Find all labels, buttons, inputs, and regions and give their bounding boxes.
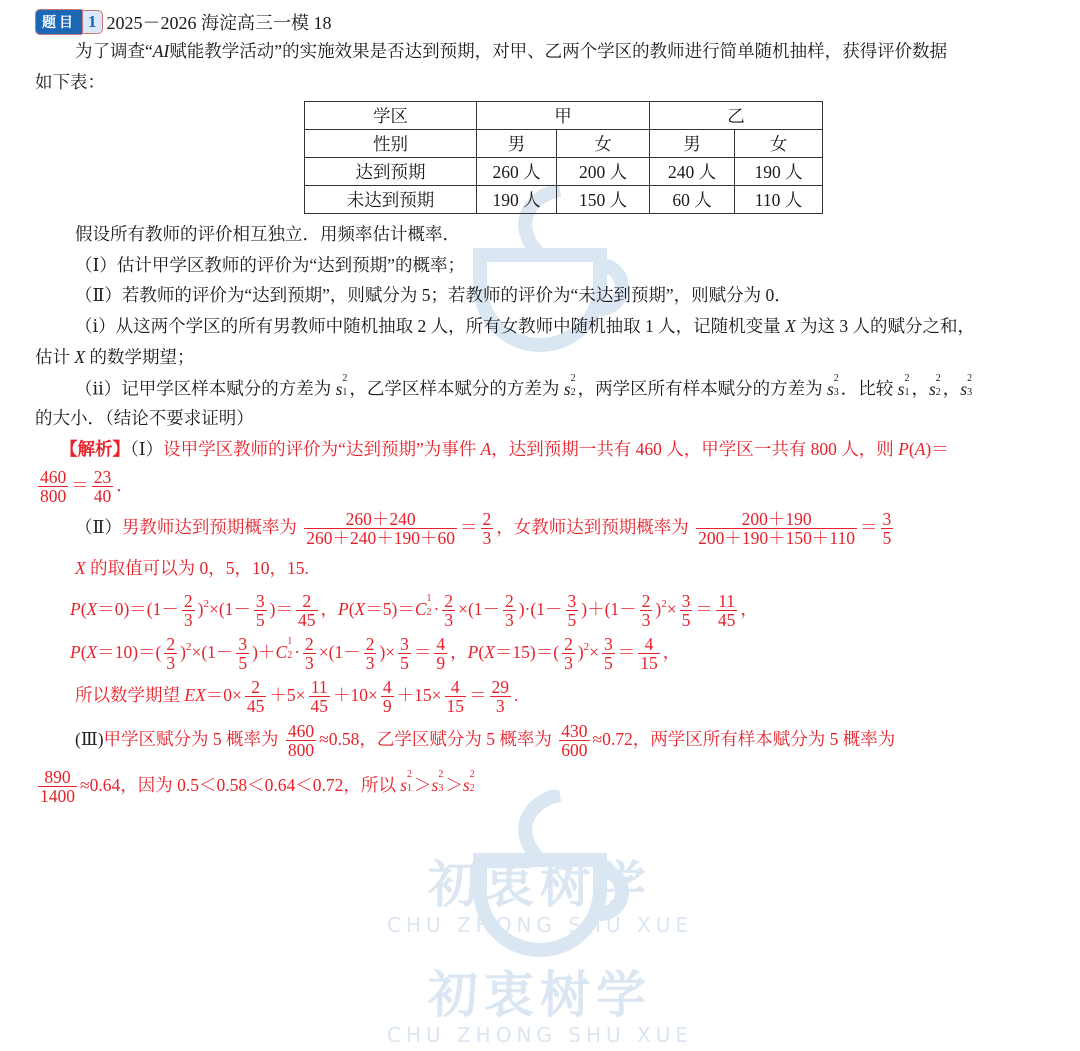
- scripts: [904, 373, 911, 398]
- fraction: [503, 592, 516, 630]
- text-segment: .: [514, 684, 519, 705]
- table-cell: 女: [735, 130, 823, 158]
- numerator: 3: [238, 634, 248, 654]
- exponent: 2: [185, 640, 192, 653]
- math-symbol: [414, 593, 434, 619]
- text-segment: ＝: [71, 474, 89, 495]
- text-segment: ＝0×: [205, 684, 242, 705]
- fraction: [303, 635, 316, 673]
- math-symbol: [960, 373, 974, 399]
- table-cell: 240 人: [650, 158, 735, 186]
- text-segment: ＝: [413, 641, 432, 662]
- denominator: 800: [287, 740, 315, 761]
- numerator: 3: [604, 634, 613, 654]
- fraction: [559, 722, 589, 760]
- numerator: 2: [183, 591, 193, 611]
- text-segment: （Ⅱ）若教师的评价为“达到预期”，则赋分为 5；若教师的评价为“未达到预期”，则赋分为 0．: [75, 285, 792, 305]
- denominator: 5: [604, 653, 613, 674]
- denominator: 3: [495, 696, 505, 717]
- text-segment: ＝: [617, 641, 636, 662]
- question-line: [75, 287, 792, 305]
- solution-line: [60, 441, 949, 459]
- math-variable: X: [75, 558, 86, 578]
- fraction: [638, 635, 660, 673]
- symbol-base: s: [400, 774, 408, 795]
- solution-line: [35, 768, 477, 806]
- numerator: 2: [305, 634, 314, 654]
- scripts: [426, 593, 434, 618]
- text-segment: ，: [740, 598, 758, 619]
- fraction: [92, 468, 114, 506]
- text-segment: ．比较: [840, 378, 898, 399]
- text-segment: 甲学区赋分为 5 概率为: [103, 728, 283, 749]
- solution-line: [70, 635, 680, 673]
- numerator: 2: [245, 678, 267, 697]
- text-segment: ．: [116, 474, 134, 495]
- numerator: 260＋240: [304, 510, 457, 529]
- subscript: 1: [904, 386, 910, 398]
- text-segment: )×: [379, 641, 396, 662]
- text-segment: 的大小．（结论不要求证明）: [35, 408, 254, 428]
- text-segment: ，: [662, 641, 681, 662]
- numerator: 890: [38, 768, 77, 787]
- superscript: 2: [935, 373, 941, 384]
- text-segment: ＞: [445, 774, 463, 795]
- watermark-bottom: [0, 955, 1080, 1047]
- text-segment: ＝: [860, 516, 878, 537]
- part-label: (Ⅲ): [75, 728, 104, 749]
- scripts: [967, 373, 974, 398]
- scripts: [469, 769, 477, 794]
- text-segment: ×: [666, 598, 677, 619]
- table-cell: 未达到预期: [305, 186, 477, 214]
- fraction: [442, 592, 455, 630]
- denominator: 40: [93, 486, 112, 507]
- math-symbol: [928, 373, 943, 399]
- text-segment: ，: [450, 641, 468, 662]
- text-segment: ): [577, 641, 584, 662]
- table-cell: 190 人: [735, 158, 823, 186]
- text-segment: )＋(1－: [581, 598, 637, 619]
- fraction: [481, 510, 494, 548]
- table-cell: 乙: [650, 102, 823, 130]
- text-segment: ，: [320, 598, 338, 619]
- text-segment: ×: [589, 641, 600, 662]
- math-symbol: [275, 636, 295, 662]
- fraction: [364, 635, 377, 673]
- math-variable: X: [784, 316, 796, 336]
- question-line: [75, 43, 947, 61]
- solution-line: [75, 678, 518, 716]
- symbol-base: C: [275, 641, 288, 662]
- text-segment: ＝5)＝: [365, 598, 415, 619]
- text-segment: ＝: [695, 598, 713, 619]
- watermark-subtext: CHU ZHONG SHU XUE: [386, 1023, 693, 1047]
- fraction: [38, 768, 77, 806]
- math-variable: P: [898, 439, 909, 459]
- superscript: 2: [570, 373, 576, 384]
- problem-badge: 题目: [35, 9, 82, 35]
- math-variable: X: [484, 641, 495, 662]
- symbol-base: s: [462, 774, 470, 795]
- text-segment: 所以数学期望: [75, 684, 185, 705]
- text-segment: ×(1－: [191, 641, 234, 662]
- denominator: 15: [446, 696, 465, 717]
- numerator: 2: [444, 591, 454, 611]
- text-segment: 如下表：: [35, 72, 105, 92]
- text-segment: ＝: [460, 516, 478, 537]
- text-segment: (: [908, 439, 915, 459]
- table-cell: 260 人: [477, 158, 557, 186]
- text-segment: (: [80, 641, 87, 662]
- denominator: 5: [681, 610, 691, 631]
- text-segment: ，两学区所有样本赋分的方差为: [577, 378, 827, 399]
- scripts: [833, 373, 841, 398]
- fraction: [490, 678, 512, 716]
- text-segment: ，女教师达到预期概率为: [496, 516, 694, 537]
- symbol-base: s: [928, 378, 936, 399]
- question-line: [75, 318, 975, 336]
- math-variable: X: [354, 598, 366, 619]
- denominator: 600: [561, 740, 588, 761]
- superscript: 2: [904, 373, 910, 384]
- numerator: 2: [296, 592, 318, 611]
- text-segment: )＝: [925, 439, 949, 459]
- subscript: 2: [287, 649, 293, 661]
- superscript: 2: [833, 373, 839, 384]
- part-label: （Ⅱ）: [75, 516, 122, 537]
- fraction: [309, 678, 331, 716]
- solution-line: [75, 510, 896, 548]
- text-segment: ): [197, 598, 204, 619]
- denominator: 3: [183, 610, 193, 631]
- math-variable: X: [86, 598, 98, 619]
- fraction: [254, 592, 267, 630]
- superscript: 2: [342, 373, 348, 384]
- text-segment: ＝0)＝(1－: [97, 598, 179, 619]
- scripts: [935, 373, 943, 398]
- fraction: [236, 635, 249, 673]
- fraction: [398, 635, 411, 673]
- denominator: 3: [305, 653, 314, 674]
- watermark-logo-icon: [450, 790, 650, 960]
- fraction: [562, 635, 575, 673]
- fraction: [164, 635, 177, 673]
- exponent: 2: [203, 597, 209, 610]
- numerator: 3: [567, 591, 577, 611]
- solution-line: [75, 722, 895, 760]
- fraction: [38, 468, 68, 506]
- superscript: 2: [469, 769, 475, 781]
- denominator: 5: [238, 653, 248, 674]
- text-segment: ＝10)＝(: [97, 641, 162, 662]
- superscript: 1: [287, 636, 293, 648]
- solution-line: [35, 468, 134, 506]
- text-segment: ): [180, 641, 186, 662]
- text-segment: 的取值可以为 0，5，10，15.: [85, 558, 309, 578]
- denominator: 45: [298, 610, 316, 631]
- data-table: [304, 101, 823, 214]
- text-segment: )＋: [252, 641, 276, 662]
- text-segment: 男教师达到预期概率为: [121, 516, 302, 537]
- text-segment: ＞: [414, 774, 432, 795]
- numerator: 3: [400, 634, 409, 654]
- fraction: [716, 592, 738, 630]
- math-variable: X: [86, 641, 98, 662]
- denominator: 200＋190＋150＋110: [698, 528, 856, 549]
- table-cell: 190 人: [477, 186, 557, 214]
- subscript: 2: [469, 782, 475, 794]
- denominator: 9: [382, 696, 392, 717]
- symbol-base: s: [960, 378, 968, 399]
- solution-line: [75, 560, 309, 578]
- fraction: [881, 510, 894, 548]
- exponent: 2: [583, 640, 590, 653]
- subscript: 3: [967, 386, 973, 398]
- numerator: 3: [681, 591, 691, 611]
- table-cell: 男: [477, 130, 557, 158]
- fraction: [445, 678, 467, 716]
- question-line: [35, 74, 105, 92]
- fraction: [602, 635, 615, 673]
- subscript: 1: [407, 782, 413, 794]
- watermark-subtext: CHU ZHONG SHU XUE: [386, 913, 693, 937]
- math-variable: A: [480, 439, 492, 459]
- text-segment: (: [348, 598, 355, 619]
- numerator: 2: [482, 509, 492, 529]
- math-variable: P: [338, 598, 349, 619]
- numerator: 430: [561, 721, 588, 741]
- text-segment: 赋能教学活动”的实施效果是否达到预期，对甲、乙两个学区的教师进行简单随机抽样，获得评价数据: [169, 41, 948, 61]
- text-segment: ×(1－: [208, 598, 251, 619]
- question-line: [35, 349, 194, 367]
- text-segment: （Ⅰ）估计甲学区教师的评价为“达到预期”的概率；: [75, 255, 465, 275]
- fraction: [640, 592, 653, 630]
- numerator: 3: [882, 509, 892, 529]
- numerator: 2: [166, 634, 176, 654]
- fraction: [304, 510, 457, 548]
- numerator: 3: [255, 591, 265, 611]
- text-segment: ·: [433, 598, 440, 619]
- numerator: 460: [287, 721, 315, 741]
- denominator: 45: [717, 610, 736, 631]
- numerator: 4: [436, 634, 446, 654]
- symbol-base: s: [897, 378, 905, 399]
- fraction: [182, 592, 195, 630]
- question-line: [75, 257, 465, 275]
- fraction: [296, 592, 318, 630]
- fraction: [245, 678, 267, 716]
- math-variable: P: [70, 641, 81, 662]
- exponent: 2: [661, 597, 667, 610]
- numerator: 29: [491, 677, 510, 697]
- math-variable: P: [467, 641, 479, 662]
- table-cell: 60 人: [650, 186, 735, 214]
- text-segment: 的数学期望；: [85, 347, 195, 367]
- table-row: [305, 130, 823, 158]
- numerator: 2: [641, 591, 651, 611]
- denominator: 260＋240＋190＋60: [306, 528, 456, 549]
- numerator: 4: [638, 635, 660, 654]
- denominator: 3: [166, 653, 176, 674]
- text-segment: ): [655, 598, 662, 619]
- numerator: 2: [505, 591, 514, 611]
- symbol-base: s: [563, 378, 571, 399]
- numerator: 4: [382, 677, 392, 697]
- numerator: 200＋190: [696, 510, 857, 529]
- text-segment: 为这 3 人的赋分之和，: [795, 316, 976, 336]
- problem-title: 2025－2026 海淀高三一模 18: [106, 13, 332, 33]
- fraction: [286, 722, 316, 760]
- table-row: [305, 102, 823, 130]
- fraction: [434, 635, 447, 673]
- watermark-text: 初衷树学: [428, 856, 652, 914]
- math-symbol: [335, 373, 350, 399]
- question-line: [35, 410, 254, 428]
- denominator: 3: [505, 610, 514, 631]
- numerator: 2: [365, 634, 375, 654]
- symbol-base: s: [826, 378, 834, 399]
- symbol-base: s: [431, 774, 439, 795]
- fraction: [566, 592, 579, 630]
- solution-line: [70, 592, 758, 630]
- symbol-base: C: [414, 598, 427, 619]
- text-segment: ＋15×: [396, 684, 442, 705]
- text-segment: ·: [294, 641, 301, 662]
- text-segment: ×(1－: [458, 598, 501, 619]
- fraction: [680, 592, 693, 630]
- subscript: 2: [935, 386, 941, 398]
- question-line: [75, 226, 460, 244]
- math-variable: EX: [184, 684, 206, 705]
- denominator: 3: [482, 528, 492, 549]
- text-segment: )·(1－: [518, 598, 563, 619]
- numerator: 11: [309, 678, 331, 697]
- solution-label: 【解析】: [60, 439, 130, 459]
- numerator: 4: [445, 678, 467, 697]
- denominator: 3: [365, 653, 375, 674]
- math-symbol: [431, 769, 446, 795]
- text-segment: ≈0.72，两学区所有样本赋分为 5 概率为: [592, 728, 896, 749]
- superscript: 1: [426, 593, 432, 605]
- denominator: 5: [567, 610, 577, 631]
- symbol-base: s: [335, 378, 343, 399]
- denominator: 800: [40, 486, 67, 507]
- denominator: 1400: [40, 786, 75, 807]
- denominator: 5: [255, 610, 265, 631]
- text-segment: (: [80, 598, 87, 619]
- text-segment: 为了调查“: [75, 41, 153, 61]
- denominator: 15: [640, 653, 658, 674]
- table-cell: 甲: [477, 102, 650, 130]
- denominator: 9: [436, 653, 446, 674]
- text-segment: )＝: [269, 598, 293, 619]
- math-symbol: [400, 769, 414, 795]
- math-variable: AI: [152, 41, 170, 61]
- text-segment: ，乙学区样本赋分的方差为: [349, 378, 564, 399]
- scripts: [570, 373, 578, 398]
- text-segment: ，达到预期一共有 460 人，甲学区一共有 800 人，则: [491, 439, 899, 459]
- denominator: 3: [564, 653, 573, 674]
- denominator: 45: [310, 696, 329, 717]
- problem-number: 1: [82, 10, 103, 34]
- text-segment: ，: [911, 378, 929, 399]
- subscript: 2: [426, 606, 432, 618]
- math-variable: X: [74, 347, 86, 367]
- numerator: 2: [564, 634, 573, 654]
- subscript: 1: [342, 386, 348, 398]
- table-row: [305, 186, 823, 214]
- scripts: [438, 769, 445, 794]
- text-segment: ＝: [469, 684, 487, 705]
- table-cell: 110 人: [735, 186, 823, 214]
- denominator: 3: [444, 610, 454, 631]
- denominator: 3: [641, 610, 651, 631]
- text-segment: 假设所有教师的评价相互独立．用频率估计概率．: [75, 224, 460, 244]
- scripts: [287, 636, 294, 661]
- table-cell: 150 人: [557, 186, 650, 214]
- subscript: 3: [438, 782, 444, 794]
- table-cell: 达到预期: [305, 158, 477, 186]
- table-cell: 200 人: [557, 158, 650, 186]
- text-segment: （ⅰ）从这两个学区的所有男教师中随机抽取 2 人，所有女教师中随机抽取 1 人，记随机变量: [75, 316, 785, 336]
- subscript: 2: [570, 386, 576, 398]
- text-segment: ×(1－: [318, 641, 361, 662]
- text-segment: (: [478, 641, 485, 662]
- table-cell: 女: [557, 130, 650, 158]
- superscript: 2: [407, 769, 413, 781]
- math-variable: P: [70, 598, 81, 619]
- text-segment: ≈0.64，因为 0.5＜0.58＜0.64＜0.72，所以: [80, 774, 401, 795]
- scripts: [407, 769, 414, 794]
- scripts: [342, 373, 349, 398]
- text-segment: ，: [942, 378, 961, 399]
- math-symbol: [897, 373, 912, 399]
- watermark-text: 初衷树学: [428, 966, 652, 1024]
- subscript: 3: [833, 386, 839, 398]
- numerator: 23: [93, 467, 112, 487]
- text-segment: ≈0.58，乙学区赋分为 5 概率为: [319, 728, 557, 749]
- fraction: [381, 678, 394, 716]
- table-cell: 男: [650, 130, 735, 158]
- problem-header: [35, 9, 332, 35]
- denominator: 45: [246, 696, 265, 717]
- numerator: 460: [40, 467, 67, 487]
- math-symbol: [462, 769, 477, 795]
- denominator: 5: [400, 653, 409, 674]
- math-symbol: [826, 373, 841, 399]
- table-row: [305, 158, 823, 186]
- denominator: 5: [882, 528, 892, 549]
- text-segment: （ⅱ）记甲学区样本赋分的方差为: [75, 378, 336, 399]
- text-segment: ＝15)＝(: [494, 641, 560, 662]
- superscript: 2: [438, 769, 444, 781]
- numerator: 11: [716, 592, 738, 611]
- math-symbol: [563, 373, 578, 399]
- math-variable: A: [914, 439, 926, 459]
- table-cell: 性别: [305, 130, 477, 158]
- text-segment: 设甲学区教师的评价为“达到预期”为事件: [163, 439, 481, 459]
- superscript: 2: [967, 373, 973, 384]
- question-line: [75, 373, 974, 399]
- text-segment: ＋5×: [269, 684, 306, 705]
- text-segment: ＋10×: [333, 684, 378, 705]
- fraction: [696, 510, 857, 548]
- part-label: （Ⅰ）: [130, 439, 164, 459]
- text-segment: 估计: [35, 347, 75, 367]
- table-cell: 学区: [305, 102, 477, 130]
